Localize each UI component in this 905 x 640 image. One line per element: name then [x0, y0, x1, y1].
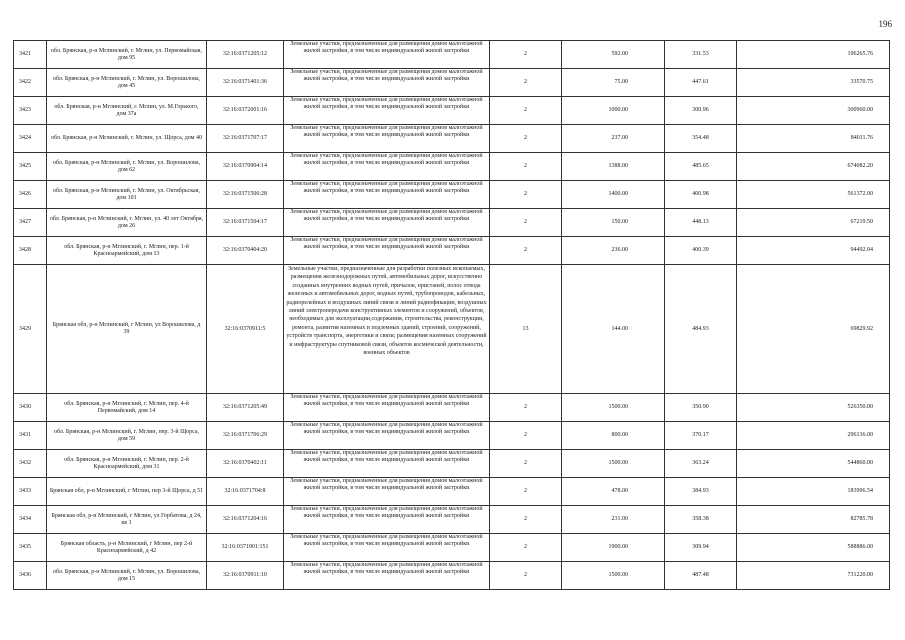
row-number-cell: 3435: [14, 534, 47, 562]
address-cell: обл. Брянская, р-н Мглинский, г. Мглин, ул. 40 лет Октября, дом 26: [47, 209, 207, 237]
cadastral-number-cell: 32:16:0371706:29: [207, 422, 284, 450]
land-use-cell: Земельные участки, предназначенные для разработки полезных ископаемых, размещения железнодорожных путей, автомобильных дорог, искусственно созданных внутренних водных путей, причалов, пристаней, полос отвода железных и автомобильных дорог, водных путей, трубопроводов, кабельных, радиорелейных и воздушных линий связи и линий радиофикации, воздушных линий электропередачи конструктивных элементов и сооружений, объектов, необходимых для эксплуатации,содержания, строительства, реконструкции, ремонта, развития наземных и подземных зданий, строений, сооружений, устройств транспорта, энергетики и связи; размещения наземных сооружений и инфраструктуры спутниковой связи, объектов космической деятельности, военных объектов: [284, 265, 490, 394]
land-use-cell: Земельные участки, предназначенные для размещения домов малоэтажной жилой застройки, в том числе индивидуальной жилой застройки: [284, 153, 490, 181]
area-cell: 478.00: [562, 478, 665, 506]
area-cell: 231.00: [562, 506, 665, 534]
group-code-cell: 2: [490, 125, 562, 153]
group-code-cell: 2: [490, 506, 562, 534]
page-number: 196: [878, 19, 892, 29]
group-code-cell: 2: [490, 450, 562, 478]
group-code-cell: 2: [490, 394, 562, 422]
group-code-cell: 2: [490, 478, 562, 506]
area-cell: 1900.00: [562, 534, 665, 562]
cadastral-value-cell: 731220.00: [737, 562, 890, 590]
table-row: [14, 265, 890, 394]
cadastral-number-cell: 32:16:0370911:10: [207, 562, 284, 590]
row-number-cell: 3434: [14, 506, 47, 534]
cadastral-value-cell: 67219.50: [737, 209, 890, 237]
table-row: [14, 506, 890, 534]
specific-value-cell: 358.38: [665, 506, 737, 534]
cadastral-number-cell: 32:16:0371205:49: [207, 394, 284, 422]
cadastral-value-cell: 82785.78: [737, 506, 890, 534]
land-use-cell: Земельные участки, предназначенные для размещения домов малоэтажной жилой застройки, в том числе индивидуальной жилой застройки: [284, 506, 490, 534]
specific-value-cell: 300.96: [665, 97, 737, 125]
cadastral-value-cell: 526350.00: [737, 394, 890, 422]
land-use-cell: Земельные участки, предназначенные для размещения домов малоэтажной жилой застройки, в том числе индивидуальной жилой застройки: [284, 534, 490, 562]
group-code-cell: 2: [490, 534, 562, 562]
specific-value-cell: 354.48: [665, 125, 737, 153]
group-code-cell: 2: [490, 153, 562, 181]
group-code-cell: 2: [490, 69, 562, 97]
area-cell: 150.00: [562, 209, 665, 237]
land-use-cell: Земельные участки, предназначенные для размещения домов малоэтажной жилой застройки, в том числе индивидуальной жилой застройки: [284, 97, 490, 125]
land-use-cell: Земельные участки, предназначенные для размещения домов малоэтажной жилой застройки, в том числе индивидуальной жилой застройки: [284, 422, 490, 450]
group-code-cell: 2: [490, 181, 562, 209]
specific-value-cell: 309.94: [665, 534, 737, 562]
cadastral-number-cell: 32:16:0371204:16: [207, 506, 284, 534]
row-number-cell: 3428: [14, 237, 47, 265]
cadastral-number-cell: 32:16:0372001:16: [207, 97, 284, 125]
land-use-cell: Земельные участки, предназначенные для размещения домов малоэтажной жилой застройки, в том числе индивидуальной жилой застройки: [284, 209, 490, 237]
cadastral-value-cell: 183996.54: [737, 478, 890, 506]
group-code-cell: 2: [490, 209, 562, 237]
cadastral-number-cell: 32:16:0370404:20: [207, 237, 284, 265]
land-use-cell: Земельные участки, предназначенные для размещения домов малоэтажной жилой застройки, в том числе индивидуальной жилой застройки: [284, 181, 490, 209]
table-row: [14, 181, 890, 209]
cadastral-number-cell: 32:16:0371704:8: [207, 478, 284, 506]
cadastral-value-cell: 300960.00: [737, 97, 890, 125]
land-use-cell: Земельные участки, предназначенные для размещения домов малоэтажной жилой застройки, в том числе индивидуальной жилой застройки: [284, 478, 490, 506]
table-row: [14, 237, 890, 265]
cadastral-value-cell: 69829.92: [737, 265, 890, 394]
row-number-cell: 3429: [14, 265, 47, 394]
address-cell: Брянская обл, р-н Мглинский, г Мглин, ул Горбатова, д 24, кв 1: [47, 506, 207, 534]
row-number-cell: 3432: [14, 450, 47, 478]
land-use-cell: Земельные участки, предназначенные для размещения домов малоэтажной жилой застройки, в том числе индивидуальной жилой застройки: [284, 69, 490, 97]
cadastral-value-cell: 296136.00: [737, 422, 890, 450]
group-code-cell: 2: [490, 237, 562, 265]
address-cell: Брянская область, р-н Мглинский, г Мглин, пер 2-й Красноармейский, д 42: [47, 534, 207, 562]
address-cell: обл. Брянская, р-н Мглинский, г. Мглин, ул. Первомайская, дом 95: [47, 41, 207, 69]
cadastral-value-cell: 674082.20: [737, 153, 890, 181]
row-number-cell: 3431: [14, 422, 47, 450]
table-row: [14, 97, 890, 125]
specific-value-cell: 363.24: [665, 450, 737, 478]
address-cell: обл. Брянская, р-н Мглинский, г. Мглин, пер. 3-й Щорса, дом 59: [47, 422, 207, 450]
table-row: [14, 394, 890, 422]
area-cell: 237.00: [562, 125, 665, 153]
specific-value-cell: 487.48: [665, 562, 737, 590]
land-use-cell: Земельные участки, предназначенные для размещения домов малоэтажной жилой застройки, в том числе индивидуальной жилой застройки: [284, 450, 490, 478]
area-cell: 1500.00: [562, 394, 665, 422]
land-use-cell: Земельные участки, предназначенные для размещения домов малоэтажной жилой застройки, в том числе индивидуальной жилой застройки: [284, 562, 490, 590]
land-use-cell: Земельные участки, предназначенные для размещения домов малоэтажной жилой застройки, в том числе индивидуальной жилой застройки: [284, 41, 490, 69]
specific-value-cell: 448.13: [665, 209, 737, 237]
row-number-cell: 3430: [14, 394, 47, 422]
table-row: [14, 450, 890, 478]
row-number-cell: 3423: [14, 97, 47, 125]
area-cell: 800.00: [562, 422, 665, 450]
cadastral-number-cell: 32:16:0371901:151: [207, 534, 284, 562]
address-cell: обл. Брянская, р-н Мглинский, г. Мглин, ул. Щорса, дом 40: [47, 125, 207, 153]
row-number-cell: 3436: [14, 562, 47, 590]
address-cell: обл. Брянская, р-н Мглинский, г. Мглин, пер. 4-й Первомайский, дом 14: [47, 394, 207, 422]
area-cell: 1500.00: [562, 562, 665, 590]
table-row: [14, 422, 890, 450]
specific-value-cell: 485.65: [665, 153, 737, 181]
cadastral-number-cell: 32:16:0371205:12: [207, 41, 284, 69]
address-cell: обл. Брянская, р-н Мглинский, г. Мглин, ул. М.Горького, дом 37а: [47, 97, 207, 125]
land-use-cell: Земельные участки, предназначенные для размещения домов малоэтажной жилой застройки, в том числе индивидуальной жилой застройки: [284, 125, 490, 153]
table-row: [14, 562, 890, 590]
area-cell: 236.00: [562, 237, 665, 265]
address-cell: обл. Брянская, р-н Мглинский, г. Мглин, ул. Ворошилова, дом 45: [47, 69, 207, 97]
group-code-cell: 2: [490, 562, 562, 590]
cadastral-value-table: [13, 40, 890, 590]
address-cell: обл. Брянская, р-н Мглинский, г. Мглин, ул. Октябрьская, дом 101: [47, 181, 207, 209]
specific-value-cell: 484.93: [665, 265, 737, 394]
cadastral-number-cell: 32:16:0370904:14: [207, 153, 284, 181]
area-cell: 592.00: [562, 41, 665, 69]
table-row: [14, 125, 890, 153]
area-cell: 1500.00: [562, 450, 665, 478]
cadastral-number-cell: 32:16:0371504:17: [207, 209, 284, 237]
table-row: [14, 209, 890, 237]
cadastral-value-cell: 588886.00: [737, 534, 890, 562]
cadastral-value-cell: 544860.00: [737, 450, 890, 478]
cadastral-value-cell: 84011.76: [737, 125, 890, 153]
area-cell: 1000.00: [562, 97, 665, 125]
row-number-cell: 3422: [14, 69, 47, 97]
specific-value-cell: 400.39: [665, 237, 737, 265]
group-code-cell: 2: [490, 422, 562, 450]
group-code-cell: 2: [490, 97, 562, 125]
cadastral-value-cell: 561372.00: [737, 181, 890, 209]
address-cell: обл. Брянская, р-н Мглинский, г. Мглин, пер. 1-й Красноармейский, дом 13: [47, 237, 207, 265]
area-cell: 1400.00: [562, 181, 665, 209]
group-code-cell: 13: [490, 265, 562, 394]
row-number-cell: 3425: [14, 153, 47, 181]
row-number-cell: 3433: [14, 478, 47, 506]
cadastral-value-cell: 94492.04: [737, 237, 890, 265]
specific-value-cell: 384.93: [665, 478, 737, 506]
address-cell: обл. Брянская, р-н Мглинский, г. Мглин, ул. Ворошилова, дом 15: [47, 562, 207, 590]
specific-value-cell: 400.98: [665, 181, 737, 209]
table-row: [14, 534, 890, 562]
address-cell: обл. Брянская, р-н Мглинский, г. Мглин, ул. Ворошилова, дом 62: [47, 153, 207, 181]
cadastral-number-cell: 32:16:0371401:36: [207, 69, 284, 97]
area-cell: 1388.00: [562, 153, 665, 181]
address-cell: обл. Брянская, р-н Мглинский, г. Мглин, пер. 2-й Красноармейский, дом 31: [47, 450, 207, 478]
row-number-cell: 3427: [14, 209, 47, 237]
cadastral-number-cell: 32:16:0371506:28: [207, 181, 284, 209]
land-use-cell: Земельные участки, предназначенные для размещения домов малоэтажной жилой застройки, в том числе индивидуальной жилой застройки: [284, 237, 490, 265]
cadastral-value-cell: 33570.75: [737, 69, 890, 97]
address-cell: Брянская обл, р-н Мглинский, г Мглин, ул Ворошилова, д 39: [47, 265, 207, 394]
cadastral-value-cell: 196265.76: [737, 41, 890, 69]
address-cell: Брянская обл, р-н Мглинский, г Мглин, пер 3-й Щорса, д 51: [47, 478, 207, 506]
cadastral-number-cell: 32:16:0370402:11: [207, 450, 284, 478]
row-number-cell: 3426: [14, 181, 47, 209]
area-cell: 75.00: [562, 69, 665, 97]
group-code-cell: 2: [490, 41, 562, 69]
land-use-cell: Земельные участки, предназначенные для размещения домов малоэтажной жилой застройки, в том числе индивидуальной жилой застройки: [284, 394, 490, 422]
specific-value-cell: 331.53: [665, 41, 737, 69]
specific-value-cell: 370.17: [665, 422, 737, 450]
table-row: [14, 41, 890, 69]
row-number-cell: 3421: [14, 41, 47, 69]
specific-value-cell: 350.90: [665, 394, 737, 422]
area-cell: 144.00: [562, 265, 665, 394]
table-row: [14, 153, 890, 181]
specific-value-cell: 447.61: [665, 69, 737, 97]
row-number-cell: 3424: [14, 125, 47, 153]
table-row: [14, 69, 890, 97]
table-row: [14, 478, 890, 506]
cadastral-number-cell: 32:16:0370911:5: [207, 265, 284, 394]
cadastral-number-cell: 32:16:0371707:17: [207, 125, 284, 153]
